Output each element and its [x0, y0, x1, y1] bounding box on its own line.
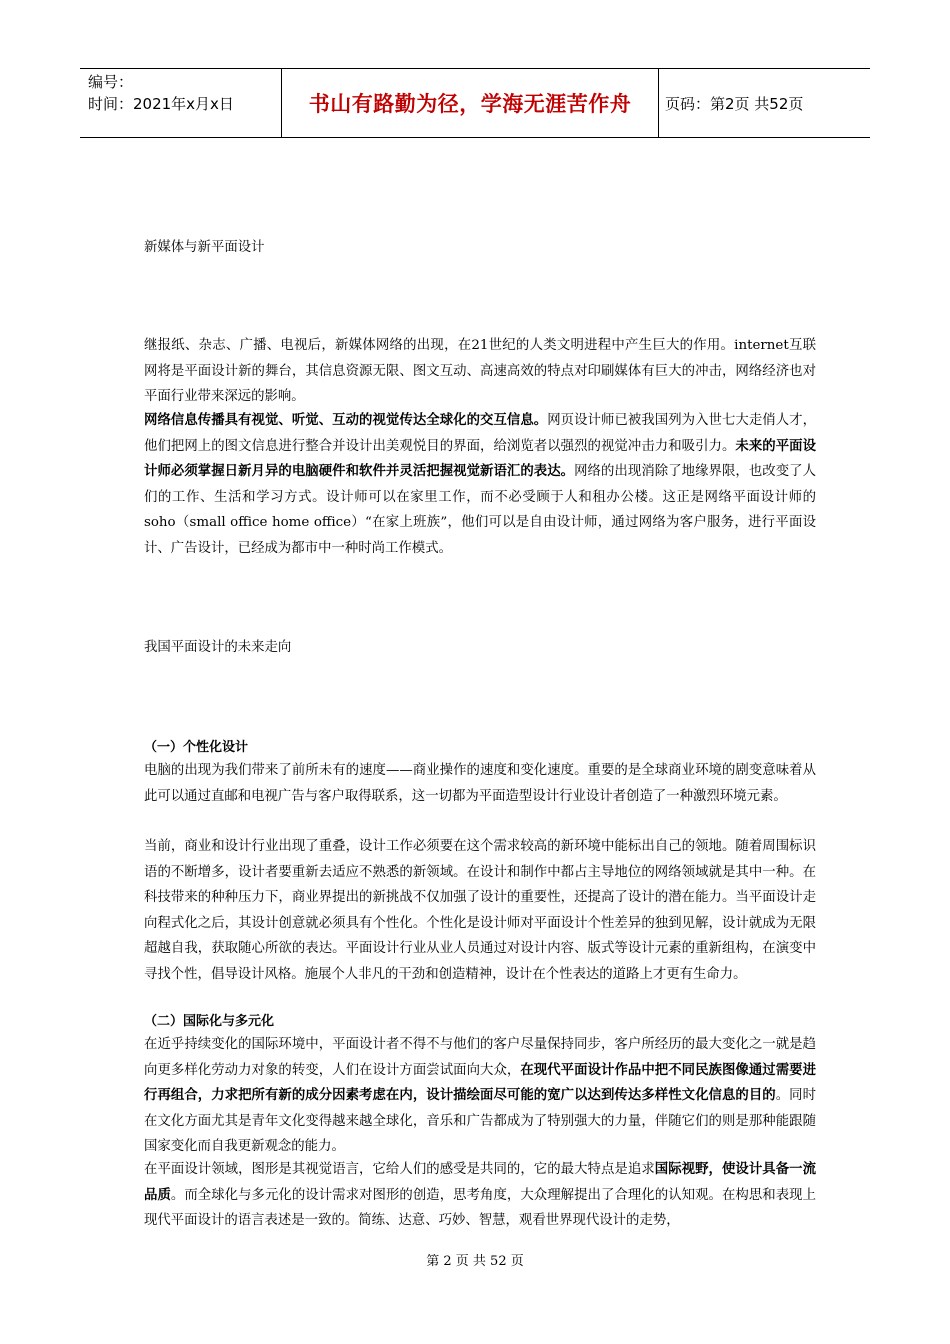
paragraph: 电脑的出现为我们带来了前所未有的速度——商业操作的速度和变化速度。重要的是全球商业环境的剧变意味着从此可以通过直邮和电视广告与客户取得联系，这一切都为平面造型设计行业设计者创造了一种激烈环境元素。	[144, 763, 816, 804]
paragraph	[144, 408, 816, 562]
subheading-personalized: （一）个性化设计	[144, 740, 249, 755]
header-motto: 书山有路勤为径，学海无涯苦作舟	[282, 69, 659, 137]
paragraph-text: 在平面设计领域，图形是其视觉语言，它给人们的感受是共同的，它的最大特点是追求	[144, 1162, 655, 1177]
paragraph-text: 网络的出现消除了地缘界限，也改变了人们的工作、生活和学习方式。设计师可以在家里工作，而不必受顾于人和租办公楼。这正是网络平面设计师的soho（small office home office）“在家上班族”，他们可以是自由设计师，通过网络为客户服务，进行平面设计、广告设计，已经成为都市中一种时尚工作模式。	[144, 464, 816, 556]
paragraph-text: 。同时在文化方面尤其是青年文化变得越来越全球化，音乐和广告都成为了特别强大的力量，伴随它们的则是那种能跟随国家变化而自我更新观念的能力。	[144, 1088, 817, 1155]
paragraph: 当前，商业和设计行业出现了重叠，设计工作必须要在这个需求较高的新环境中能标出自己的领地。随着周围标识语的不断增多，设计者要重新去适应不熟悉的新领域。在设计和制作中都占主导地位的网络领域就是其中一种。在科技带来的种种压力下，商业界提出的新挑战不仅加强了设计的重要性，还提高了设计的潜在能力。当平面设计走向程式化之后，其设计创意就必须具有个性化。个性化是设计师对平面设计个性差异的独到见解，设计就成为无限超越自我，获取随心所欲的表达。平面设计行业从业人员通过对设计内容、版式等设计元素的重新组构，在演变中寻找个性，倡导设计风格。施展个人非凡的干劲和创造精神，设计在个性表达的道路上才更有生命力。	[144, 839, 816, 982]
paragraph-text: 网页设计师已被我国列为入世七大走俏人才，他们把网上的图文信息进行整合并设计出美观悦目的界面，给浏览者以强烈的视觉冲击力和吸引力。	[144, 413, 817, 454]
bold-text: 在现代平面设计作品中把不同民族图像通过需要进行再组合，力求把所有新的成分因素考虑在内，设计描绘面尽可能的宽广以达到传达多样性文化信息的目的	[144, 1061, 817, 1104]
number-label: 编号：	[88, 73, 134, 91]
subheading-international: （二）国际化与多元化	[144, 1014, 275, 1029]
header-meta	[80, 69, 282, 137]
page-footer: 第 2 页 共 52 页	[426, 1254, 524, 1269]
page-header	[80, 68, 870, 138]
section-title-new-media: 新媒体与新平面设计	[144, 240, 265, 255]
section-title-future: 我国平面设计的未来走向	[144, 640, 292, 655]
bold-text: 网络信息传播具有视觉、听觉、互动的视觉传达全球化的交互信息。	[144, 412, 548, 428]
paragraph-text: 在近乎持续变化的国际环境中，平面设计者不得不与他们的客户尽量保持同步，客户所经历的最大变化之一就是趋向更多样化劳动力对象的转变，人们在设计方面尝试面向大众，	[144, 1037, 816, 1078]
time-label: 时间：2021年x月x日	[88, 95, 234, 113]
bold-text: 国际视野，使设计具备一流品质	[144, 1161, 817, 1203]
paragraph: 继报纸、杂志、广播、电视后，新媒体网络的出现，在21世纪的人类文明进程中产生巨大的作用。internet互联网将是平面设计新的舞台，其信息资源无限、图文互动、高速高效的特点对印刷媒体有巨大的冲击，网络经济也对平面行业带来深远的影响。	[144, 338, 816, 405]
paragraph	[144, 1032, 816, 1160]
bold-text: 未来的平面设计师必须掌握日新月异的电脑硬件和软件并灵活把握视觉新语汇的表达。	[144, 437, 817, 480]
header-page-label: 页码：第2页 共52页	[665, 94, 804, 113]
paragraph-text: 。而全球化与多元化的设计需求对图形的创造，思考角度，大众理解提出了合理化的认知观。在构思和表现上现代平面设计的语言表述是一致的。简练、达意、巧妙、智慧，观看世界现代设计的走势，	[144, 1187, 817, 1229]
paragraph	[144, 1157, 816, 1234]
